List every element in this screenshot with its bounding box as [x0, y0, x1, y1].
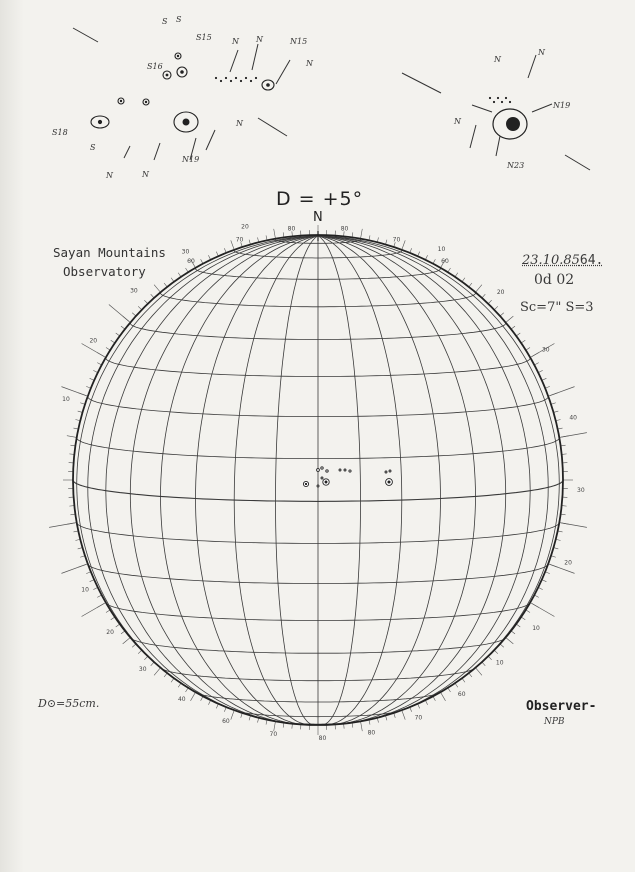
sketch-pointer	[528, 55, 536, 78]
sketch-pointer	[124, 146, 130, 158]
position-angle-tick	[61, 387, 85, 396]
sunspot-detail-sketches	[52, 15, 590, 180]
sketch-label-left: N	[142, 170, 149, 179]
sketch-umbra	[506, 117, 520, 131]
sketch-pore	[255, 77, 257, 79]
observatory-name-line2: Observatory	[63, 264, 146, 279]
sunspot	[321, 477, 323, 479]
direction-line	[73, 28, 98, 42]
sketch-pointer	[252, 44, 258, 70]
longitude-line	[318, 236, 476, 724]
sketch-pore	[493, 101, 495, 103]
observation-time: 0d 02	[534, 272, 575, 288]
bottom-tick-label: 20	[106, 629, 114, 637]
right-tick-label: 20	[496, 288, 505, 296]
left-tick-label: 20	[241, 223, 249, 231]
position-angle-tick	[561, 523, 587, 528]
longitude-line	[318, 236, 441, 725]
top-tick-label: 60	[187, 258, 195, 266]
sunspot-umbra	[387, 480, 390, 483]
sunspot	[321, 467, 323, 469]
limb-tick	[441, 692, 446, 701]
sketch-umbra	[145, 101, 147, 103]
bottom-tick-label: 10	[81, 586, 89, 594]
bottom-tick-label: 30	[138, 665, 147, 673]
date-suffix: 64.	[579, 253, 604, 268]
sketch-umbra	[166, 74, 169, 77]
sketch-label-right: N19	[553, 101, 571, 110]
sunspot	[349, 470, 351, 472]
sketch-umbra	[180, 70, 184, 74]
declination-title: D = +5°	[276, 188, 364, 210]
sunspot	[339, 469, 341, 471]
sketch-label-right: N	[538, 48, 545, 57]
sketch-umbra	[98, 120, 102, 124]
left-tick-label: 10	[62, 396, 70, 404]
observation-date	[522, 253, 603, 268]
limb-tick	[231, 240, 234, 249]
longitude-line	[318, 236, 530, 722]
position-angle-tick	[82, 604, 105, 617]
sketch-label-left: S16	[147, 62, 163, 71]
sketch-pore	[497, 97, 499, 99]
position-angle-tick	[82, 344, 105, 357]
limb-tick	[154, 668, 160, 676]
sketch-pointer	[230, 50, 238, 72]
sketch-label-middle: N	[232, 37, 239, 46]
sketch-pore	[240, 80, 242, 82]
sketch-pore	[489, 97, 491, 99]
position-angle-tick	[49, 523, 75, 528]
left-tick-label: 30	[181, 248, 190, 256]
limb-tick	[231, 710, 234, 719]
sketch-label-left: S	[90, 143, 96, 152]
sunspot	[317, 485, 319, 487]
sketch-pointer	[472, 105, 492, 112]
sunspot	[389, 470, 391, 472]
limb-tick	[402, 710, 405, 719]
disk-diameter: D⊙=55cm.	[38, 697, 100, 710]
sketch-pointer	[470, 125, 476, 148]
limb-tick	[402, 240, 405, 249]
sketch-pore	[220, 80, 222, 82]
top-tick-label: 70	[235, 236, 244, 244]
sketch-label-left: S	[176, 15, 182, 24]
top-tick-label: 80	[287, 225, 296, 233]
sketch-label-left: S	[162, 17, 168, 26]
sketch-pore	[250, 80, 252, 82]
observer-label: Observer-	[526, 699, 597, 714]
position-angle-tick	[532, 604, 555, 617]
limb-tick	[361, 721, 363, 731]
sketch-pore	[230, 80, 232, 82]
bottom-tick-label: 60	[457, 691, 466, 699]
date-value: 23.10.85	[522, 253, 580, 268]
bottom-tick-label: 10	[495, 659, 504, 667]
sketch-umbra	[120, 100, 122, 102]
limb-tick	[361, 229, 363, 239]
direction-line	[565, 155, 590, 170]
sketch-label-right: N	[454, 117, 461, 126]
right-tick-label: 10	[437, 245, 446, 253]
latitude-longitude-grid	[73, 236, 563, 725]
sketch-label-left: S15	[196, 33, 212, 42]
sketch-label-left: N19	[182, 155, 200, 164]
observer-initials: NPB	[544, 717, 565, 727]
left-tick-label: 30	[130, 287, 138, 295]
sketch-umbra	[177, 55, 179, 57]
bottom-tick-label: 40	[177, 695, 186, 703]
sketch-pointer	[532, 104, 552, 112]
longitude-line	[196, 236, 319, 725]
longitude-line	[106, 236, 318, 722]
sketch-label-middle: N	[256, 35, 263, 44]
sketch-pointer	[496, 136, 500, 156]
position-angle-tick	[561, 433, 587, 438]
limb-tick	[274, 721, 276, 731]
sketch-label-middle: N	[236, 119, 243, 128]
top-tick-label: 60	[441, 258, 449, 266]
right-tick-label: 40	[569, 414, 578, 422]
position-angle-tick	[61, 564, 85, 573]
north-marker: N	[313, 210, 323, 225]
sketch-pointer	[154, 143, 160, 160]
limb-tick	[154, 285, 160, 293]
sunspot	[385, 471, 387, 473]
sketch-label-right: N23	[507, 161, 525, 170]
right-tick-label: 10	[532, 625, 540, 633]
longitude-line	[318, 236, 548, 717]
top-tick-label: 80	[340, 225, 349, 233]
limb-tick	[475, 668, 481, 676]
sketch-pore	[225, 77, 227, 79]
longitude-line	[276, 236, 319, 725]
top-tick-label: 70	[392, 236, 401, 244]
sketch-pore	[245, 77, 247, 79]
right-tick-label: 30	[541, 346, 550, 354]
sketch-label-middle: N15	[290, 37, 308, 46]
sunspot	[326, 470, 328, 472]
sunspot	[344, 469, 346, 471]
observatory-name-line1: Sayan Mountains	[53, 245, 166, 260]
sketch-pore	[501, 101, 503, 103]
sketch-label-left: N	[106, 171, 113, 180]
limb-tick	[191, 692, 196, 701]
sketch-pointer	[206, 130, 215, 150]
position-angle-tick	[109, 305, 129, 322]
sketch-label-left: S18	[52, 128, 68, 137]
right-tick-label: 20	[564, 559, 572, 567]
sketch-label-middle: N	[306, 59, 313, 68]
sunspot-umbra	[325, 481, 328, 484]
bottom-tick-label: 70	[269, 731, 278, 739]
limb-tick	[475, 285, 481, 293]
sunspot	[317, 469, 320, 472]
left-tick-label: 20	[89, 337, 98, 345]
sketch-pore	[235, 77, 237, 79]
direction-line	[258, 118, 287, 136]
sketch-umbra	[183, 119, 190, 126]
sketch-pore	[509, 101, 511, 103]
position-angle-tick	[550, 387, 574, 396]
direction-line	[402, 73, 441, 93]
limb-tick	[274, 229, 276, 239]
longitude-line	[88, 236, 318, 717]
limb-tick	[506, 316, 514, 322]
right-tick-label: 30	[577, 487, 585, 495]
bottom-tick-label: 80	[318, 734, 327, 742]
sketch-label-right: N	[494, 55, 501, 64]
sketch-pore	[505, 97, 507, 99]
limb-tick	[67, 436, 77, 438]
sketch-umbra	[266, 83, 270, 87]
longitude-line	[234, 236, 318, 725]
longitude-line	[161, 236, 319, 724]
sketch-pore	[215, 77, 217, 79]
limb-tick	[123, 637, 131, 643]
sunspot-umbra	[305, 483, 307, 485]
limb-tick	[506, 637, 514, 643]
sketch-pointer	[276, 60, 290, 84]
bottom-tick-label: 80	[367, 729, 376, 737]
bottom-tick-label: 70	[414, 714, 423, 722]
seeing-conditions: Sc=7" S=3	[520, 300, 594, 315]
sunspot-groups	[303, 467, 392, 487]
bottom-tick-label: 60	[222, 717, 230, 725]
